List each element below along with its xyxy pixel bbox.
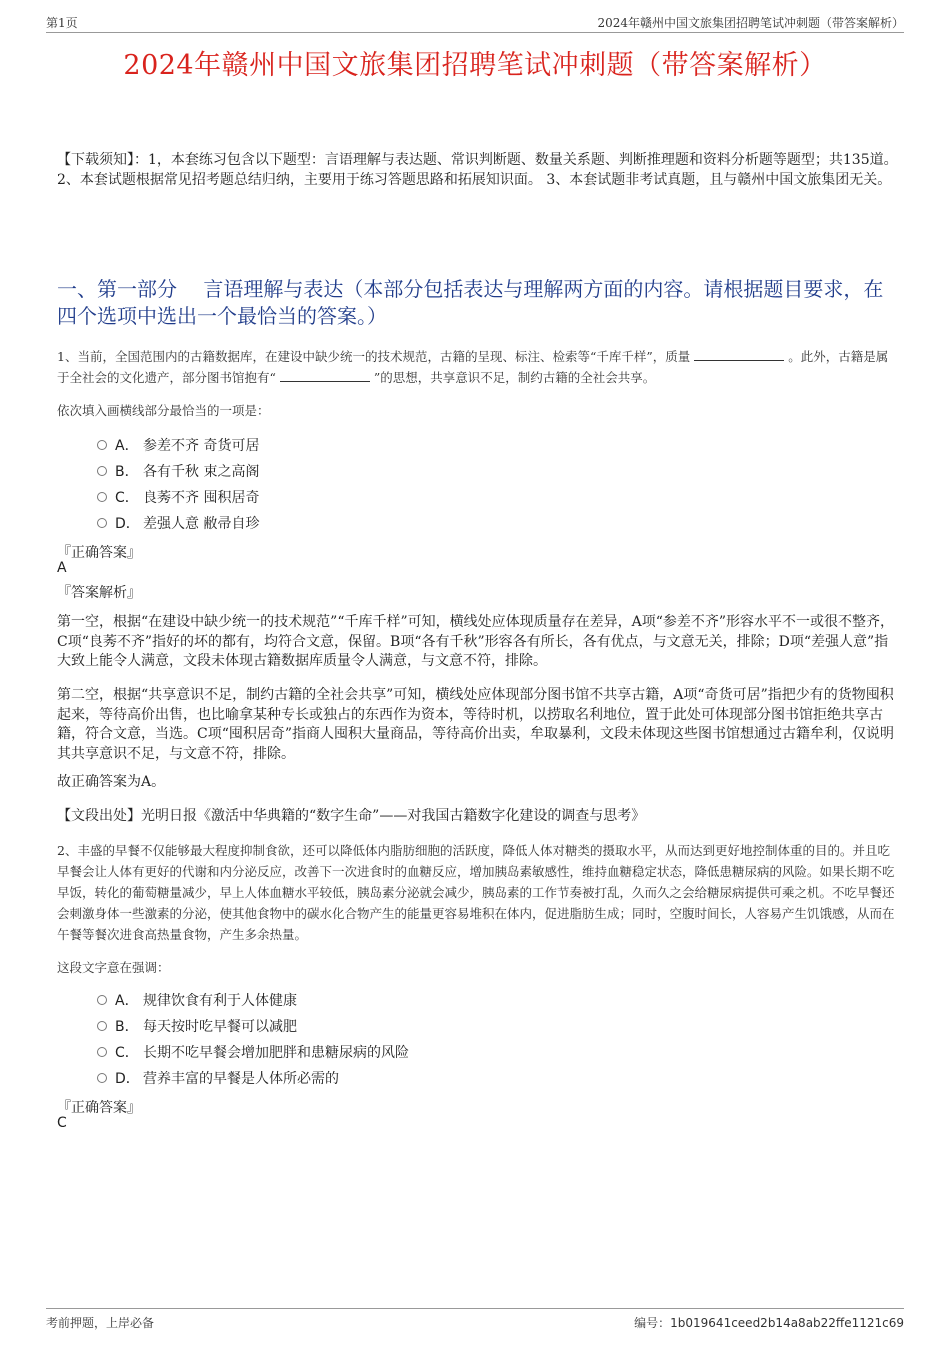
question-2-option-a[interactable] [97,991,297,1011]
question-1-text-c: ”的思想，共享意识不足，制约古籍的全社会共享。 [373,370,656,385]
question-1-option-a[interactable] [97,436,259,456]
radio-icon[interactable] [97,518,107,528]
question-1-answer-label: 『正确答案』 [57,545,141,561]
option-letter: B． [115,1019,139,1035]
question-2-answer-label: 『正确答案』 [57,1100,141,1116]
radio-icon[interactable] [97,1021,107,1031]
question-1-analysis-label: 『答案解析』 [57,585,141,601]
option-text: 每天按时吃早餐可以减肥 [143,1019,297,1035]
question-1-conclusion: 故正确答案为A。 [57,774,166,790]
question-2-answer: C [57,1115,67,1131]
radio-icon[interactable] [97,440,107,450]
question-2-option-c[interactable] [97,1043,409,1063]
question-1-instruction: 依次填入画横线部分最恰当的一项是： [57,403,270,418]
header-doc-title: 2024年赣州中国文旅集团招聘笔试冲刺题（带答案解析） [597,16,904,30]
question-1-option-d[interactable] [97,514,259,534]
option-text: 各有千秋 束之高阁 [143,464,260,480]
option-letter: D． [115,1071,140,1087]
radio-icon[interactable] [97,1073,107,1083]
question-1-option-b[interactable] [97,462,259,482]
question-2-option-b[interactable] [97,1017,297,1037]
footer-code-label: 编号： [634,1316,671,1330]
option-letter: C． [115,1045,139,1061]
option-letter: B． [115,464,139,480]
question-1-answer: A [57,560,67,576]
option-text: 差强人意 敝帚自珍 [143,516,260,532]
question-1-text-a: 1、当前，全国范围内的古籍数据库，在建设中缺少统一的技术规范，古籍的呈现、标注、检索等“千库千样”，质量 [57,349,691,364]
option-text: 长期不吃早餐会增加肥胖和患糖尿病的风险 [143,1045,409,1061]
option-letter: C． [115,490,139,506]
page-title: 2024年赣州中国文旅集团招聘笔试冲刺题（带答案解析） [123,50,827,81]
page-header [46,14,904,34]
download-notice: 【下载须知】：1，本套练习包含以下题型：言语理解与表达题、常识判断题、数量关系题、判断推理题和资料分析题等题型；共135道。 2、本套试题根据常见招考题总结归纳，主要用于练习答题思路和拓展知识面。 3、本套试题非考试真题，且与赣州中国文旅集团无关。 [57,152,898,188]
radio-icon[interactable] [97,466,107,476]
footer-slogan: 考前押题，上岸必备 [46,1316,155,1330]
question-2-text: 2、丰盛的早餐不仅能够最大程度抑制食欲，还可以降低体内脂肪细胞的活跃度，降低人体对糖类的摄取水平，从而达到更好地控制体重的目的。并且吃早餐会让人体有更好的代谢和内分泌反应，改善下一次进食时的血糖反应，增加胰岛素敏感性，维持血糖稳定状态，降低患糖尿病的风险。如果长期不吃早饭，转化的葡萄糖量减少，早上人体血糖水平较低，胰岛素分泌就会减少，胰岛素的工作节奏被打乱，久而久之会给糖尿病提供可乘之机。不吃早餐还会刺激身体一些激素的分泌，使其他食物中的碳水化合物产生的能量更容易堆积在体内，促进脂肪生成；同时，空腹时间长，人容易产生饥饿感，从而在午餐等餐次进食高热量食物，产生多余热量。 [57,843,895,942]
question-1-source: 【文段出处】光明日报《激活中华典籍的“数字生命”——对我国古籍数字化建设的调查与思考》 [57,808,646,824]
header-divider [46,32,904,33]
blank-1 [694,348,784,361]
question-1-text-b: 。此外，古籍是属于全社会的文化遗产，部分图书馆抱有“ [57,349,889,385]
option-letter: D． [115,516,140,532]
option-letter: A． [115,438,139,454]
option-text: 参差不齐 奇货可居 [143,438,260,454]
footer-divider [46,1308,904,1309]
radio-icon[interactable] [97,492,107,502]
option-text: 良莠不齐 囤积居奇 [143,490,260,506]
question-1-analysis-2: 第二空，根据“共享意识不足，制约古籍的全社会共享”可知，横线处应体现部分图书馆不共享古籍，A项“奇货可居”指把少有的货物囤积起来，等待高价出售，也比喻拿某种专长或独占的东西作为资本，等待时机，以捞取名利地位，置于此处可体现部分图书馆拒绝共享古籍，符合文意，当选。C项“囤积居奇”指商人囤积大量商品，等待高价出卖，牟取暴利，文段未体现这些图书馆想通过古籍牟利，仅说明其共享意识不足，与文意不符，排除。 [57,687,895,762]
radio-icon[interactable] [97,995,107,1005]
blank-2 [280,369,370,382]
option-letter: A． [115,993,139,1009]
option-text: 营养丰富的早餐是人体所必需的 [143,1071,339,1087]
option-text: 规律饮食有利于人体健康 [143,993,297,1009]
section-heading: 一、第一部分 言语理解与表达（本部分包括表达与理解两方面的内容。请根据题目要求，在四个选项中选出一个最恰当的答案。） [57,277,884,328]
footer-code [634,1314,904,1331]
radio-icon[interactable] [97,1047,107,1057]
question-1-option-c[interactable] [97,488,259,508]
page-number: 第1页 [46,16,78,30]
question-1-analysis-1: 第一空，根据“在建设中缺少统一的技术规范”“千库千样”可知，横线处应体现质量存在差异，A项“参差不齐”形容水平不一或很不整齐，C项“良莠不齐”指好的坏的都有，均符合文意，保留。B项“各有千秋”形容各有所长，各有优点，与文意无关，排除；D项“差强人意”指大致上能令人满意，文段未体现古籍数据库质量令人满意，与文意不符，排除。 [57,614,895,669]
question-2-option-d[interactable] [97,1069,339,1089]
question-1-text [57,346,899,388]
question-2-instruction: 这段文字意在强调： [57,960,170,975]
footer-code-value: 1b019641ceed2b14a8ab22ffe1121c69 [670,1316,904,1330]
